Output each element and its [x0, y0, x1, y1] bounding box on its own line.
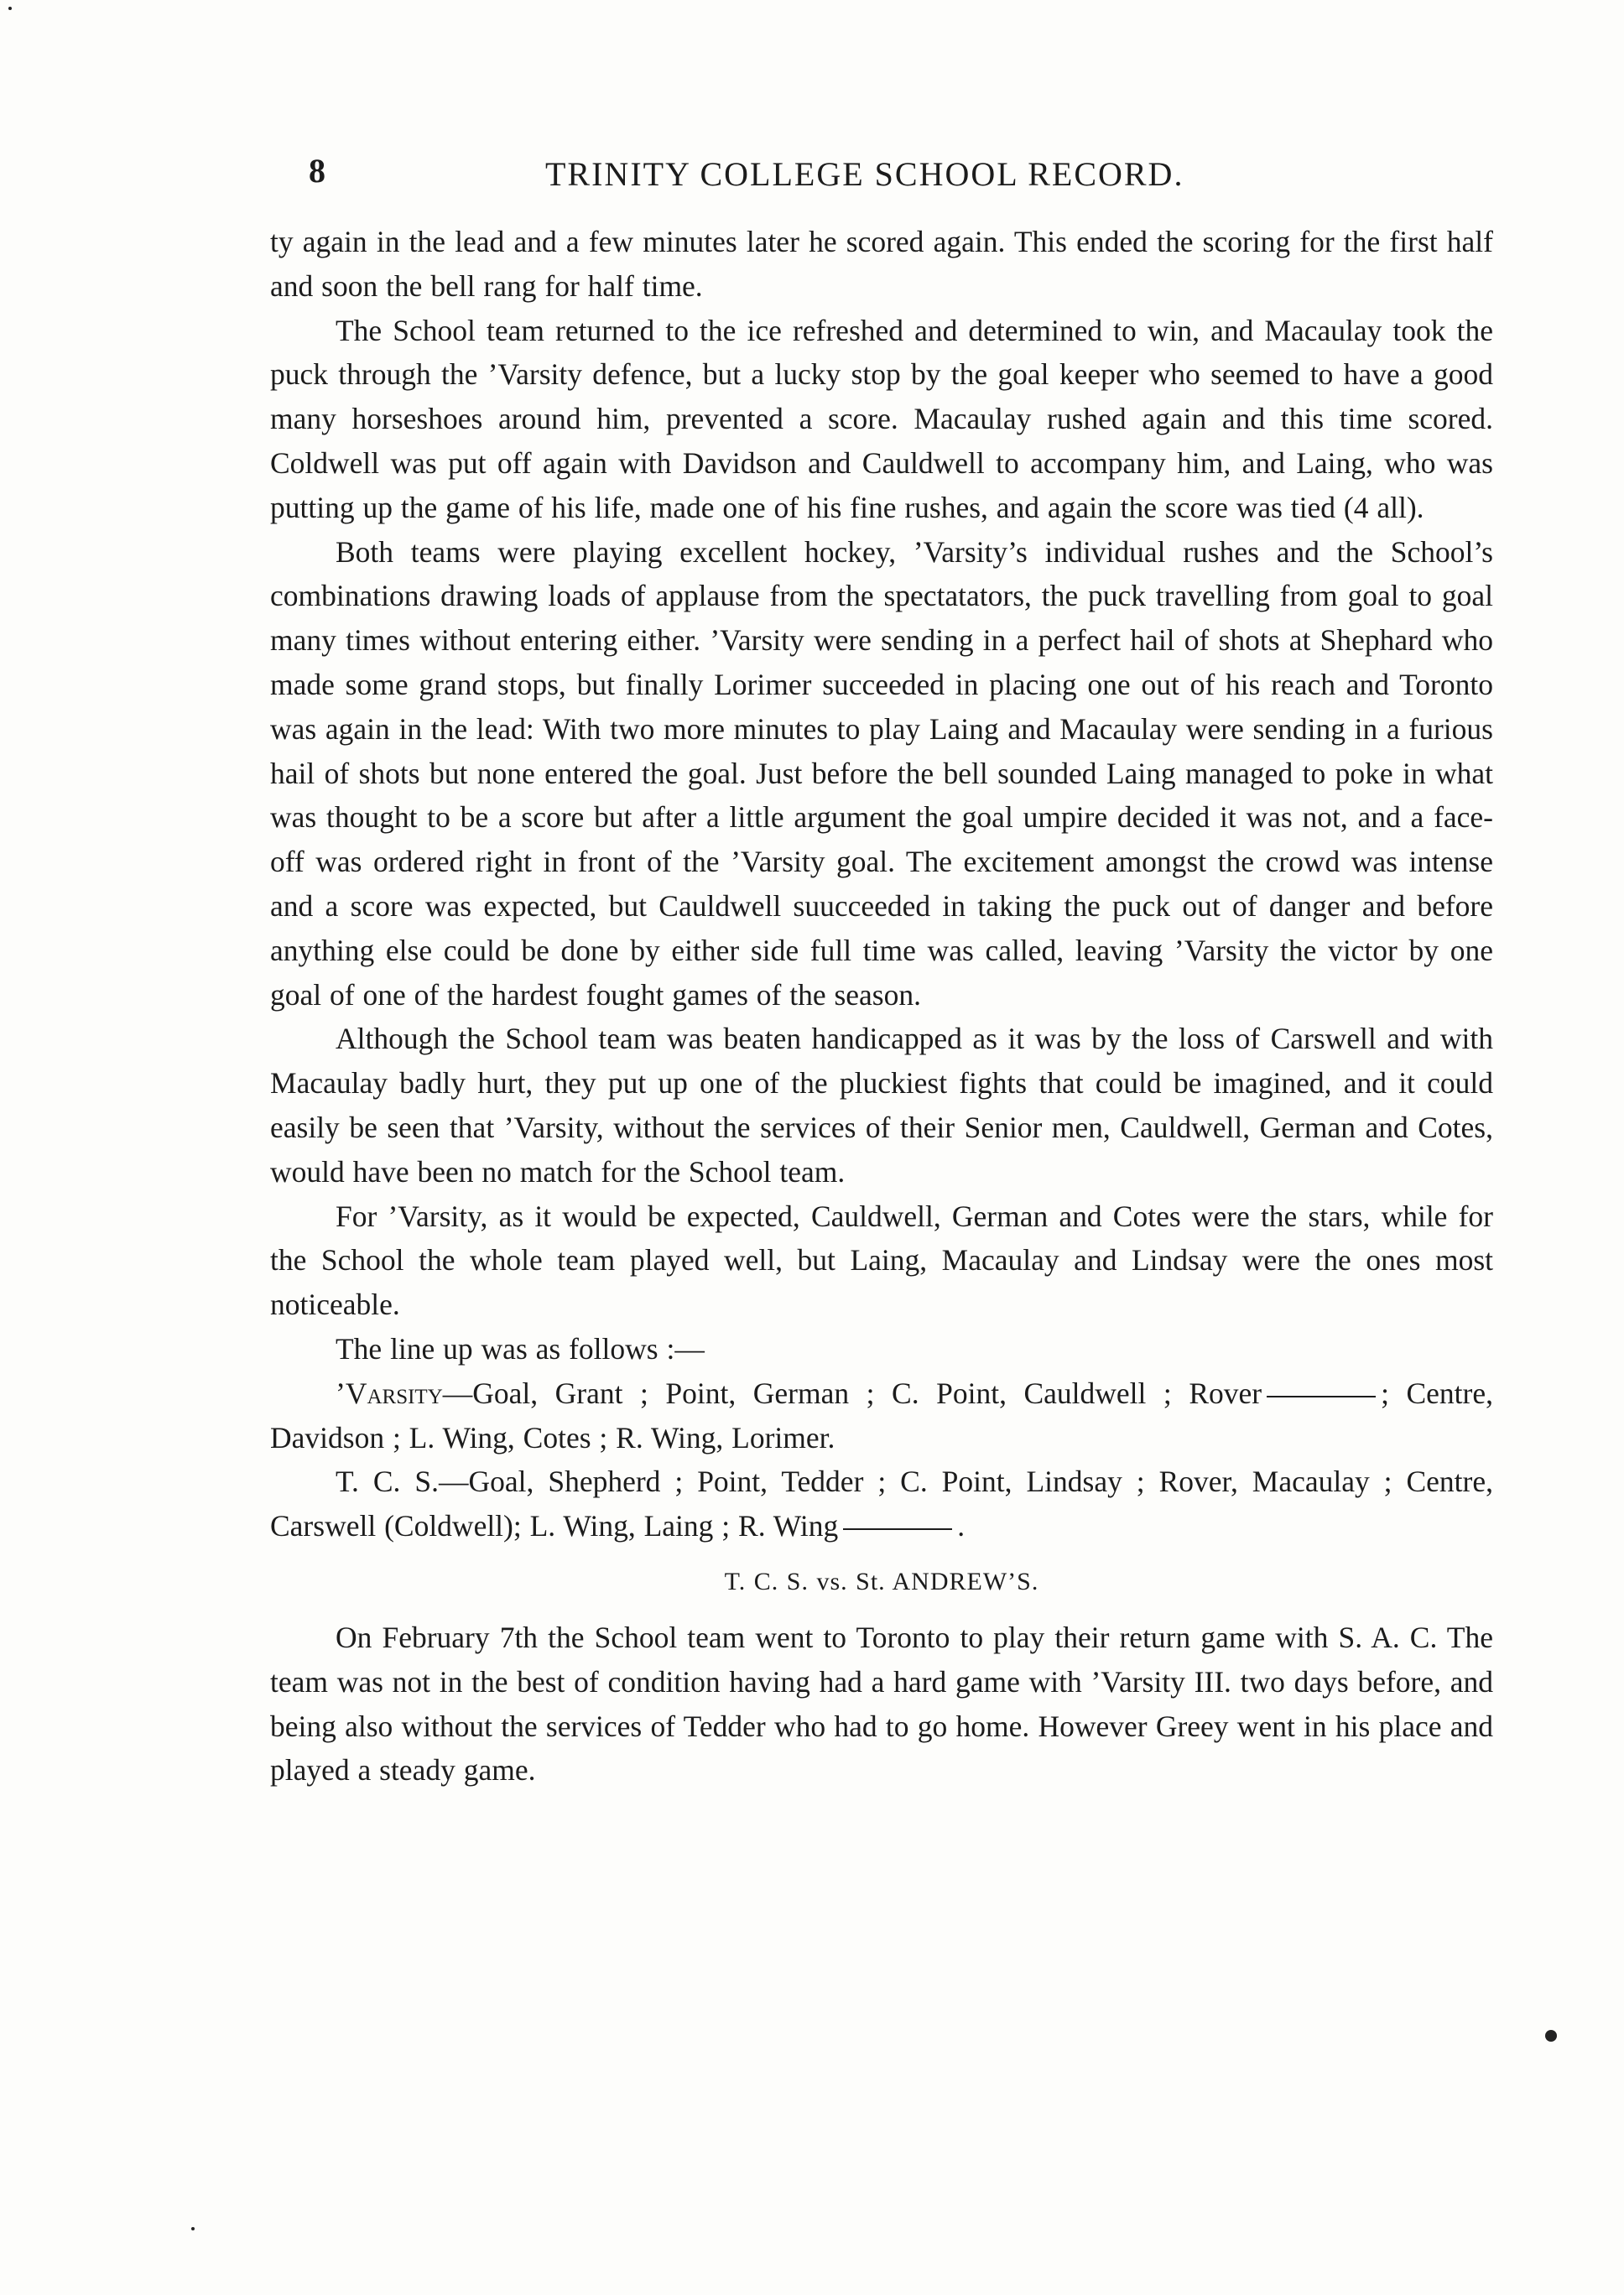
paragraph-school-returns: The School team returned to the ice refreshed and determined to win, and Macaulay took the puck through the ’Varsity defence, but a lucky stop by the goal keeper who seemed to have a good many horseshoes around him, prevented a score. Macaulay rushed again and this time scored. Coldwell was put off again with Davidson and Cauldwell to accompany him, and Laing, who was putting up the game of his life, made one of his fine rushes, and again the score was tied (4 all). — [270, 313, 1493, 524]
blank-line — [1267, 1396, 1376, 1397]
paragraph-although: Although the School team was beaten handicapped as it was by the loss of Carswell and with Macaulay badly hurt, they put up one of the pluckiest fights that could be imagined, and it could easily be seen that ’Varsity, without the services of their Senior men, Cauldwell, German and Cotes, would have been no match for the School team. — [270, 1022, 1493, 1189]
varsity-team-name: ’Varsity — [336, 1376, 443, 1410]
tcs-lineup-part-a: T. C. S.—Goal, Shepherd ; Point, Tedder ; C. Point, Lindsay ; Rover, Macaulay ; Centre, Carswell (Coldwell); L. Wing, Laing ; R. Wing — [270, 1465, 1493, 1543]
paragraph-both-teams: Both teams were playing excellent hockey, ’Varsity’s individual rushes and the School’s combinations drawing loads of applause from the spectatators, the puck travelling from goal to goal many times without entering either. ’Varsity were sending in a perfect hail of shots at Shephard who made some grand stops, but finally Lorimer succeeded in placing one out of his reach and Toronto was again in the lead: With two more minutes to play Laing and Macaulay were sending in a furious hail of shots but none entered the goal. Just before the bell sounded Laing managed to poke in what was thought to be a score but after a little argument the goal umpire decided it was not, and a face-off was ordered right in front of the ’Varsity goal. The excitement amongst the crowd was intense and a score was expected, but Cauldwell suucceeded in taking the puck out of danger and before anything else could be done by either side full time was called, leaving ’Varsity the victor by one goal of one of the hardest fought games of the season. — [270, 534, 1493, 1012]
paragraph-stars: For ’Varsity, as it would be expected, Cauldwell, German and Cotes were the stars, while for the School the whole team played well, but Laing, Macaulay and Lindsay were the ones most noticeable. — [270, 1199, 1493, 1322]
ink-speck — [191, 2227, 195, 2230]
journal-title: TRINITY COLLEGE SCHOOL RECORD. — [545, 155, 1184, 193]
running-head — [309, 151, 1500, 201]
tcs-lineup-part-b: . — [957, 1509, 966, 1543]
ink-speck — [8, 7, 12, 10]
paragraph-varsity-lineup — [270, 1371, 1493, 1460]
ink-speck — [1545, 2030, 1557, 2042]
section-heading: T. C. S. vs. St. ANDREW’S. — [724, 1567, 1039, 1595]
article-body — [270, 220, 1493, 1793]
paragraph-continued: ty again in the lead and a few minutes later he scored again. This ended the scoring for the first half and soon the bell rang for half time. — [270, 225, 1493, 303]
paragraph-tcs-lineup — [270, 1460, 1493, 1548]
paragraph-lineup-intro: The line up was as follows :— — [336, 1331, 705, 1366]
paragraph-february: On February 7th the School team went to Toronto to play their return game with S. A. C. The team was not in the best of condition having had a hard game with ’Varsity III. two days before, and being also without the services of Tedder who had to go home. However Greey went in his place and played a steady game. — [270, 1620, 1493, 1788]
varsity-lineup-part-b: ; Centre, Davidson ; L. Wing, Cotes ; R. Wing, Lorimer. — [270, 1376, 1493, 1455]
varsity-lineup-part-a: —Goal, Grant ; Point, German ; C. Point, Cauldwell ; Rover — [442, 1376, 1262, 1410]
page-number: 8 — [309, 152, 325, 190]
blank-line — [843, 1528, 952, 1530]
